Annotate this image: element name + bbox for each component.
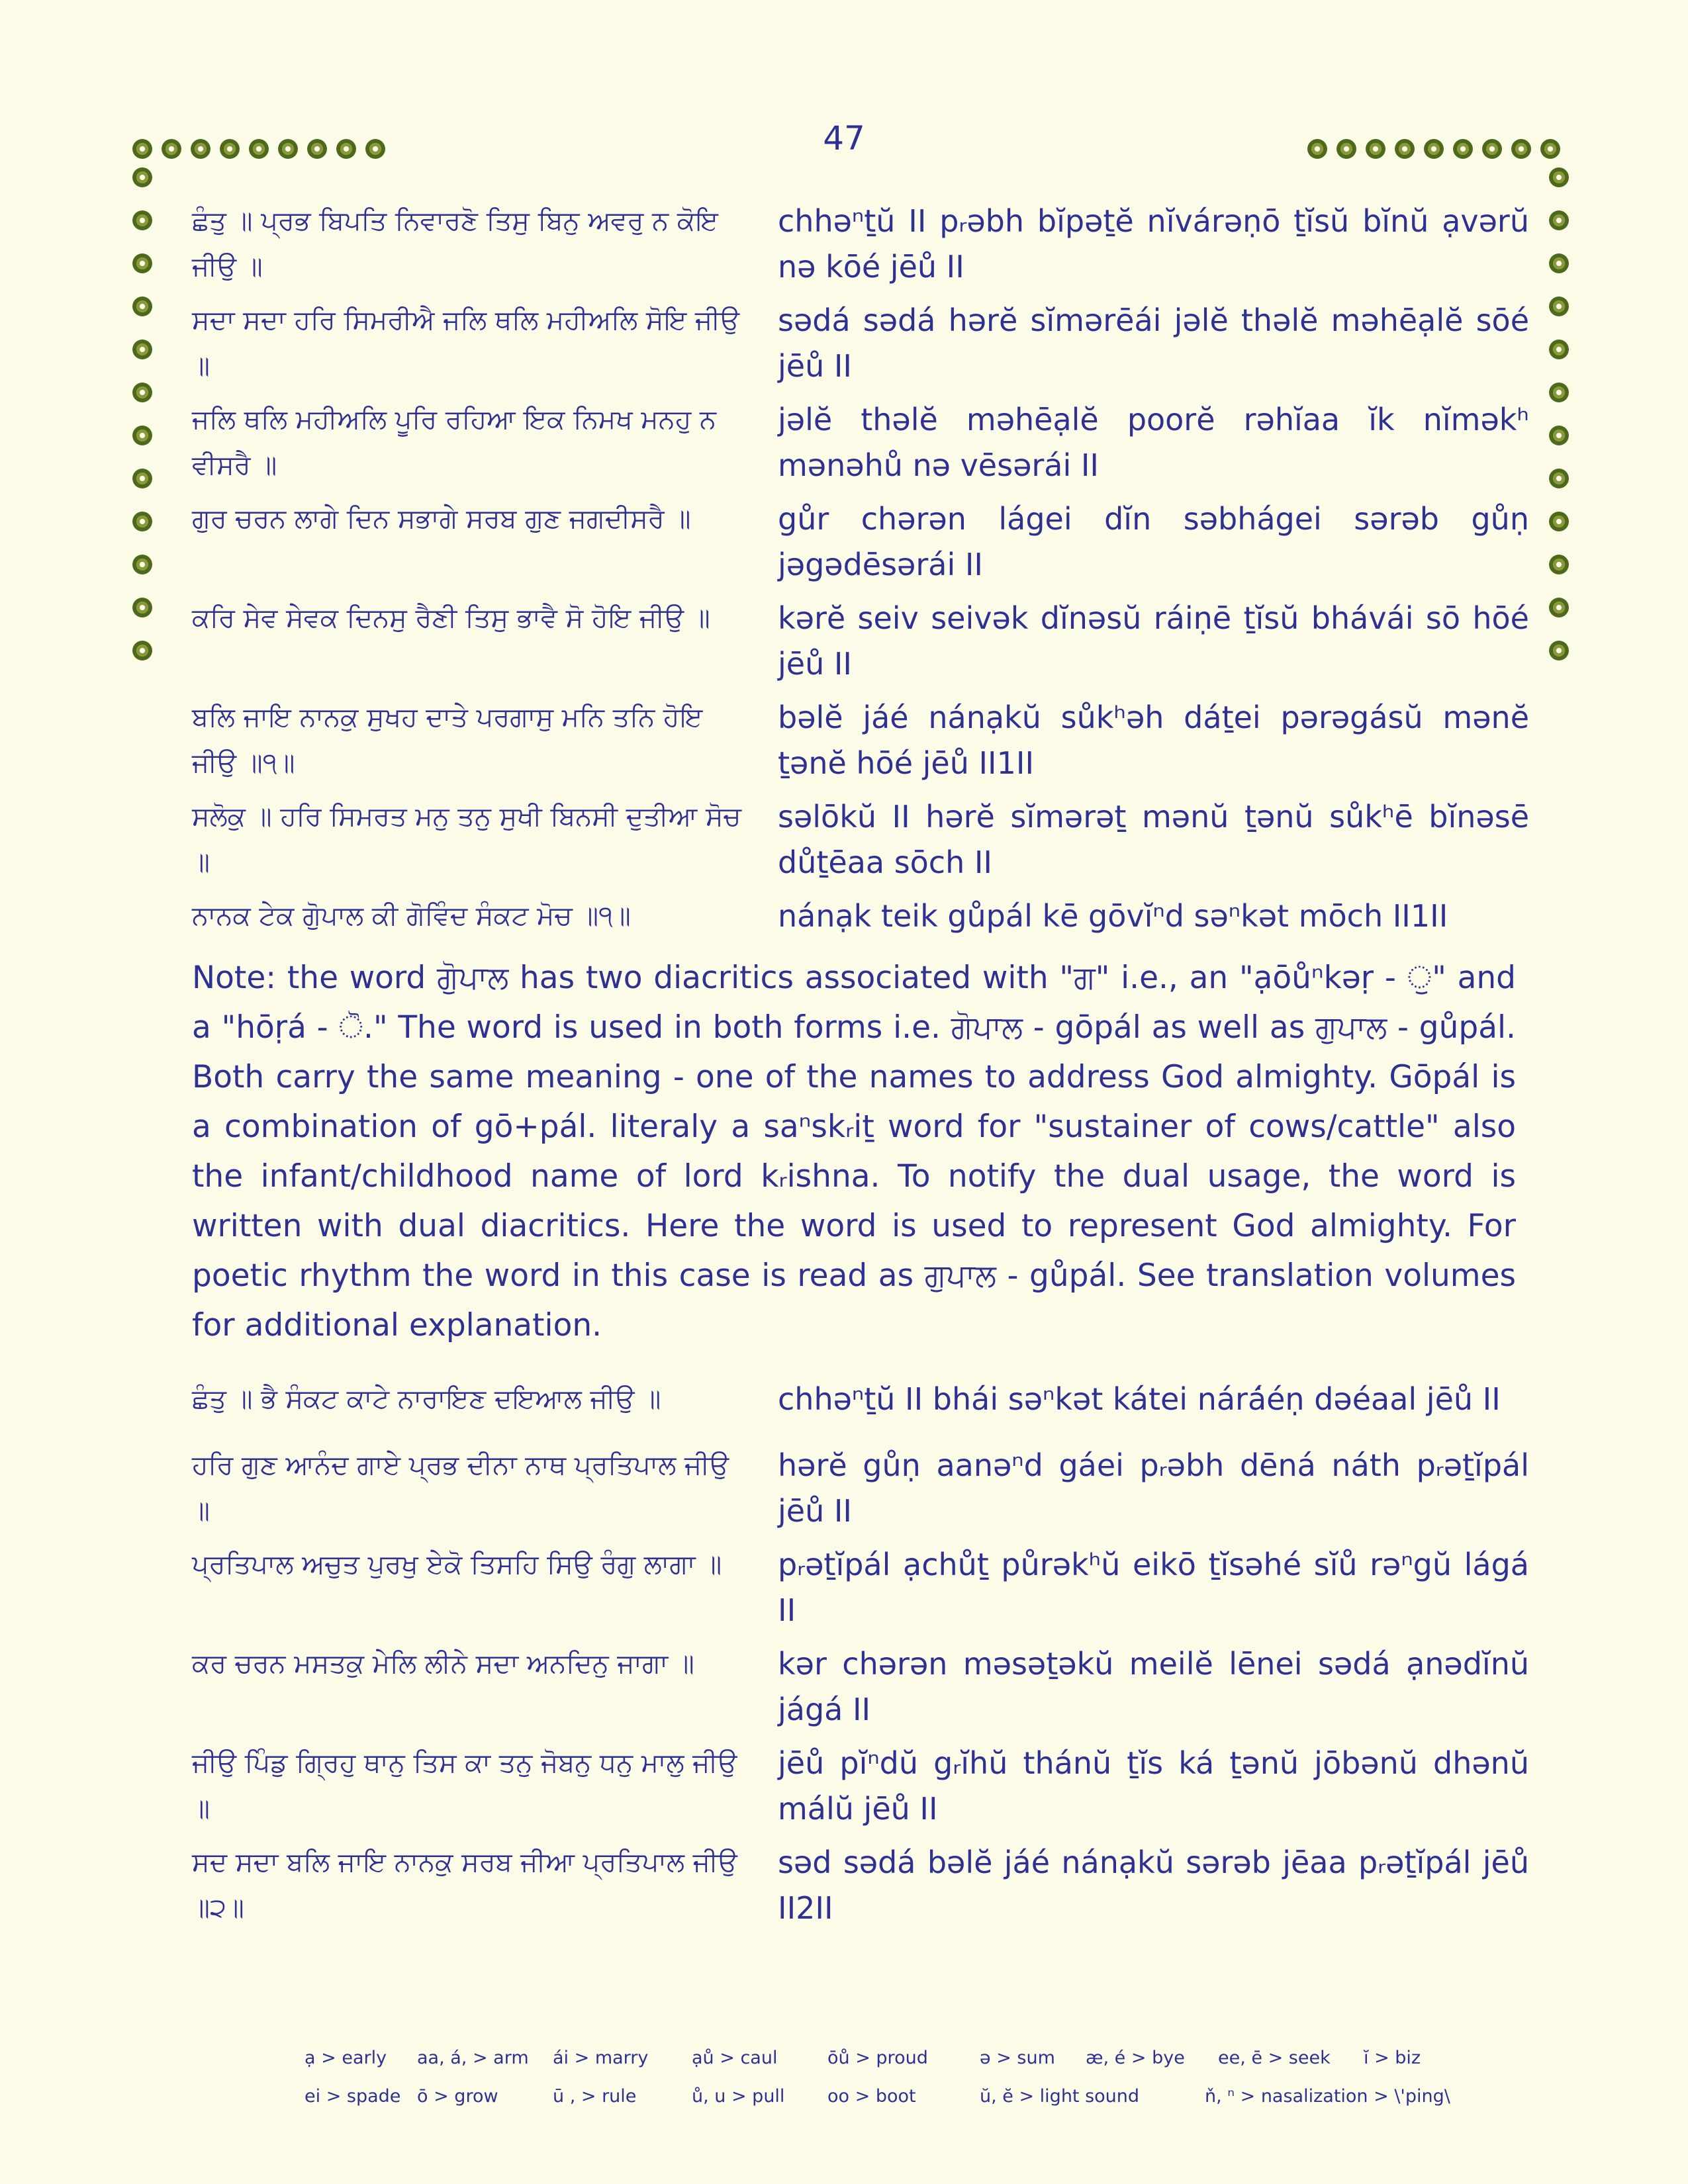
flower-ornament-icon <box>1549 253 1569 273</box>
verse-row <box>192 397 1529 496</box>
gurmukhi-line: ਸਦਾ ਸਦਾ ਹਰਿ ਸਿਮਰੀਐ ਜਲਿ ਥਲਿ ਮਹੀਅਲਿ ਸੋਇ ਜੀਉ ॥ <box>192 305 740 381</box>
verse-row <box>192 893 1529 946</box>
transliteration-line: səlōkŭ II hərĕ sĭmərəṯ mənŭ ṯənŭ sůkʰē bĭnəsē důṯēaa sōch II <box>778 799 1529 880</box>
legend-item: ōů > proud <box>827 2047 928 2068</box>
flower-ornament-icon <box>1549 383 1569 402</box>
flower-border-right <box>1549 167 1569 684</box>
legend-item: ái > marry <box>553 2047 649 2068</box>
flower-ornament-icon <box>1549 598 1569 617</box>
legend-item: ŭ, ĕ > light sound <box>980 2085 1140 2107</box>
flower-ornament-icon <box>1424 139 1444 159</box>
transliteration-line: səd sədá bəlĕ jáé nánạkŭ sərəb jēaa pᵣəṯĭpál jēů II2II <box>778 1844 1529 1926</box>
flower-ornament-icon <box>1482 139 1502 159</box>
verse-row <box>192 496 1529 596</box>
flower-ornament-icon <box>1549 512 1569 531</box>
verse-row <box>192 695 1529 794</box>
transliteration-line: pᵣəṯĭpál ạchůṯ půrəkʰŭ eikō ṯĭsəhé sĭů rəⁿgŭ lágá II <box>778 1547 1529 1628</box>
gurmukhi-line: ਸਲੋਕੁ ॥ ਹਰਿ ਸਿਮਰਤ ਮਨੁ ਤਨੁ ਸੁਖੀ ਬਿਨਸੀ ਦੁਤੀਆ ਸੋਚ ॥ <box>192 801 741 878</box>
flower-ornament-icon <box>249 139 269 159</box>
flower-ornament-icon <box>132 210 152 230</box>
gurmukhi-line: ਜੀਉ ਪਿੰਡੁ ਗ੍ਰਿਹੁ ਥਾਨੁ ਤਿਸ ਕਾ ਤਨੁ ਜੋਬਨੁ ਧਨੁ ਮਾਲੁ ਜੀਉ ॥ <box>192 1748 737 1824</box>
pronunciation-legend <box>305 2038 1496 2115</box>
flower-ornament-icon <box>336 139 356 159</box>
flower-ornament-icon <box>132 383 152 402</box>
diacritics-note: Note: the word ਗੋੁਪਾਲ has two diacritics associated with "ਗ" i.e., an "ạōůⁿkəṛ - ੁ" and a "hōṛá - ੋ." The word is used in both forms i.e. ਗੋਪਾਲ - gōpál as well as ਗੁਪਾਲ - gůpál. Both carry the same meaning - one of the names to address God almighty. Gōpál is a combination of gō+pál. literaly a saⁿskᵣiṯ word for "sustainer of cows/cattle" also the infant/childhood name of lord kᵣishna. To notify the dual usage, the word is written with dual diacritics. Here the word is used to represent God almighty. For poetic rhythm the word in this case is read as ਗੁਪਾਲ - gůpál. See translation volumes for additional explanation. <box>192 960 1516 1343</box>
flower-ornament-icon <box>1511 139 1531 159</box>
legend-item: ee, ē > seek <box>1218 2047 1331 2068</box>
transliteration-line: hərĕ gůṇ aanəⁿd gáei pᵣəbh dēná náth pᵣəṯĭpál jēů II <box>778 1447 1529 1529</box>
legend-item: ei > spade <box>305 2085 401 2107</box>
flower-ornament-icon <box>1549 167 1569 187</box>
legend-row-2 <box>305 2077 1496 2115</box>
gurmukhi-line: ਛੰਤੁ ॥ ਪ੍ਰਭ ਬਿਪਤਿ ਨਿਵਾਰਣੋ ਤਿਸੁ ਬਿਨੁ ਅਵਰੁ ਨ ਕੋਇ ਜੀਉ ॥ <box>192 206 718 282</box>
flower-ornament-icon <box>1366 139 1385 159</box>
verse-row <box>192 1641 1529 1741</box>
flower-ornament-icon <box>1549 296 1569 316</box>
flower-ornament-icon <box>132 253 152 273</box>
gurmukhi-line: ਛੰਤੁ ॥ ਭੈ ਸੰਕਟ ਕਾਟੇ ਨਾਰਾਇਣ ਦਇਆਲ ਜੀਉ ॥ <box>192 1384 661 1414</box>
gurmukhi-line: ਨਾਨਕ ਟੇਕ ਗੋੁਪਾਲ ਕੀ ਗੋਵਿੰਦ ਸੰਕਟ ਮੋਚ ॥੧॥ <box>192 901 631 931</box>
verse-row <box>192 596 1529 695</box>
flower-ornament-icon <box>220 139 240 159</box>
legend-item: ň, ⁿ > nasalization > \'ping\ <box>1205 2085 1450 2107</box>
legend-item: ạů > caul <box>692 2047 778 2068</box>
flower-ornament-icon <box>132 598 152 617</box>
page-number: 47 <box>823 119 865 158</box>
flower-ornament-icon <box>365 139 385 159</box>
verse-block-2 <box>192 1377 1529 1939</box>
flower-ornament-icon <box>1549 555 1569 574</box>
transliteration-line: kərĕ seiv seivək dĭnəsŭ ráiṇē ṯĭsŭ bhávái sō hōé jēů II <box>778 600 1529 682</box>
flower-ornament-icon <box>132 426 152 445</box>
verse-row <box>192 1377 1529 1443</box>
transliteration-line: sədá sədá hərĕ sĭmərēái jəlĕ thəlĕ məhēạlĕ sōé jēů II <box>778 302 1529 384</box>
flower-ornament-icon <box>132 512 152 531</box>
flower-ornament-icon <box>132 139 152 159</box>
flower-ornament-icon <box>1453 139 1473 159</box>
transliteration-line: jəlĕ thəlĕ məhēạlĕ poorĕ rəhĭaa ĭk nĭməkʰ mənəhů nə vēsərái II <box>778 402 1529 483</box>
flower-ornament-icon <box>1540 139 1560 159</box>
legend-item: oo > boot <box>827 2085 916 2107</box>
flower-ornament-icon <box>1549 469 1569 488</box>
legend-item: aa, á, > arm <box>417 2047 529 2068</box>
flower-ornament-icon <box>132 167 152 187</box>
flower-ornament-icon <box>191 139 211 159</box>
legend-item: ů, u > pull <box>692 2085 785 2107</box>
flower-ornament-icon <box>132 469 152 488</box>
transliteration-line: chhəⁿṯŭ II bhái səⁿkət kátei nárá̇éṇ dəéaal jēů II <box>778 1381 1501 1417</box>
gurmukhi-line: ਬਲਿ ਜਾਇ ਨਾਨਕੁ ਸੁਖਹ ਦਾਤੇ ਪਰਗਾਸੁ ਮਨਿ ਤਨਿ ਹੋਇ ਜੀਉ ॥੧॥ <box>192 702 703 778</box>
gurmukhi-line: ਜਲਿ ਥਲਿ ਮਹੀਅਲਿ ਪੂਰਿ ਰਹਿਆ ਇਕ ਨਿਮਖ ਮਨਹੁ ਨ ਵੀਸਰੈ ॥ <box>192 404 716 480</box>
flower-ornament-icon <box>132 641 152 660</box>
gurmukhi-line: ਕਰਿ ਸੇਵ ਸੇਵਕ ਦਿਨਸੁ ਰੈਣੀ ਤਿਸੁ ਭਾਵੈ ਸੋ ਹੋਇ ਜੀਉ ॥ <box>192 603 710 633</box>
flower-ornament-icon <box>132 555 152 574</box>
gurmukhi-line: ਪ੍ਰਤਿਪਾਲ ਅਚੁਤ ਪੁਰਖੁ ਏਕੋ ਤਿਸਹਿ ਸਿਉ ਰੰਗੁ ਲਾਗਾ ॥ <box>192 1549 722 1580</box>
flower-ornament-icon <box>1395 139 1415 159</box>
verse-row <box>192 298 1529 397</box>
flower-ornament-icon <box>278 139 298 159</box>
flower-ornament-icon <box>1549 426 1569 445</box>
legend-item: ū , > rule <box>553 2085 637 2107</box>
verse-row <box>192 199 1529 298</box>
legend-item: ə > sum <box>980 2047 1055 2068</box>
transliteration-line: jēů pĭⁿdŭ gᵣĭhŭ thánŭ ṯĭs ká ṯənŭ jōbənŭ dhənŭ málŭ jēů II <box>778 1745 1529 1827</box>
flower-ornament-icon <box>1549 641 1569 660</box>
flower-ornament-icon <box>132 296 152 316</box>
verse-row <box>192 1542 1529 1641</box>
verse-row <box>192 794 1529 893</box>
flower-ornament-icon <box>1549 340 1569 359</box>
flower-ornament-icon <box>1307 139 1327 159</box>
gurmukhi-line: ਸਦ ਸਦਾ ਬਲਿ ਜਾਇ ਨਾਨਕੁ ਸਰਬ ਜੀਆ ਪ੍ਰਤਿਪਾਲ ਜੀਉ ॥੨॥ <box>192 1847 737 1923</box>
flower-ornament-icon <box>307 139 327 159</box>
transliteration-line: chhəⁿṯŭ II pᵣəbh bĭpəṯĕ nĭvárəṇō ṯĭsŭ bĭnŭ ạvərŭ nə kōé jēů II <box>778 203 1529 285</box>
verse-row <box>192 1443 1529 1542</box>
legend-item: ĭ > biz <box>1364 2047 1421 2068</box>
gurmukhi-line: ਗੁਰ ਚਰਨ ਲਾਗੇ ਦਿਨ ਸਭਾਗੇ ਸਰਬ ਗੁਣ ਜਗਦੀਸਰੈ ॥ <box>192 504 691 534</box>
legend-item: ạ > early <box>305 2047 387 2068</box>
legend-item: ō > grow <box>417 2085 498 2107</box>
verse-row <box>192 1741 1529 1840</box>
flower-border-top-left <box>132 139 395 159</box>
transliteration-line: kər chərən məsəṯəkŭ meilĕ lēnei sədá ạnədĭnŭ jágá II <box>778 1646 1529 1727</box>
transliteration-line: gůr chərən lágei dĭn səbhágei sərəb gůṇ jəgədēsərái II <box>778 501 1529 582</box>
flower-ornament-icon <box>1336 139 1356 159</box>
transliteration-line: bəlĕ jáé nánạkŭ sůkʰəh dáṯei pərəgásŭ mənĕ ṯənĕ hōé jēů II1II <box>778 700 1529 781</box>
verse-block-1 <box>192 199 1529 946</box>
gurmukhi-line: ਹਰਿ ਗੁਣ ਆਨੰਦ ਗਾਏ ਪ੍ਰਭ ਦੀਨਾ ਨਾਥ ਪ੍ਰਤਿਪਾਲ ਜੀਉ ॥ <box>192 1450 729 1526</box>
flower-ornament-icon <box>132 340 152 359</box>
flower-border-top-right <box>1307 139 1570 159</box>
gurmukhi-line: ਕਰ ਚਰਨ ਮਸਤਕੁ ਮੇਲਿ ਲੀਨੇ ਸਦਾ ਅਨਦਿਨੁ ਜਾਗਾ ॥ <box>192 1649 694 1679</box>
flower-ornament-icon <box>162 139 181 159</box>
verse-row <box>192 1840 1529 1939</box>
legend-item: æ, é > bye <box>1086 2047 1185 2068</box>
flower-ornament-icon <box>1549 210 1569 230</box>
transliteration-line: nánạk teik gůpál kē gōvĭⁿd səⁿkət mōch II1II <box>778 898 1448 934</box>
flower-border-left <box>132 167 152 684</box>
legend-row-1 <box>305 2038 1496 2077</box>
